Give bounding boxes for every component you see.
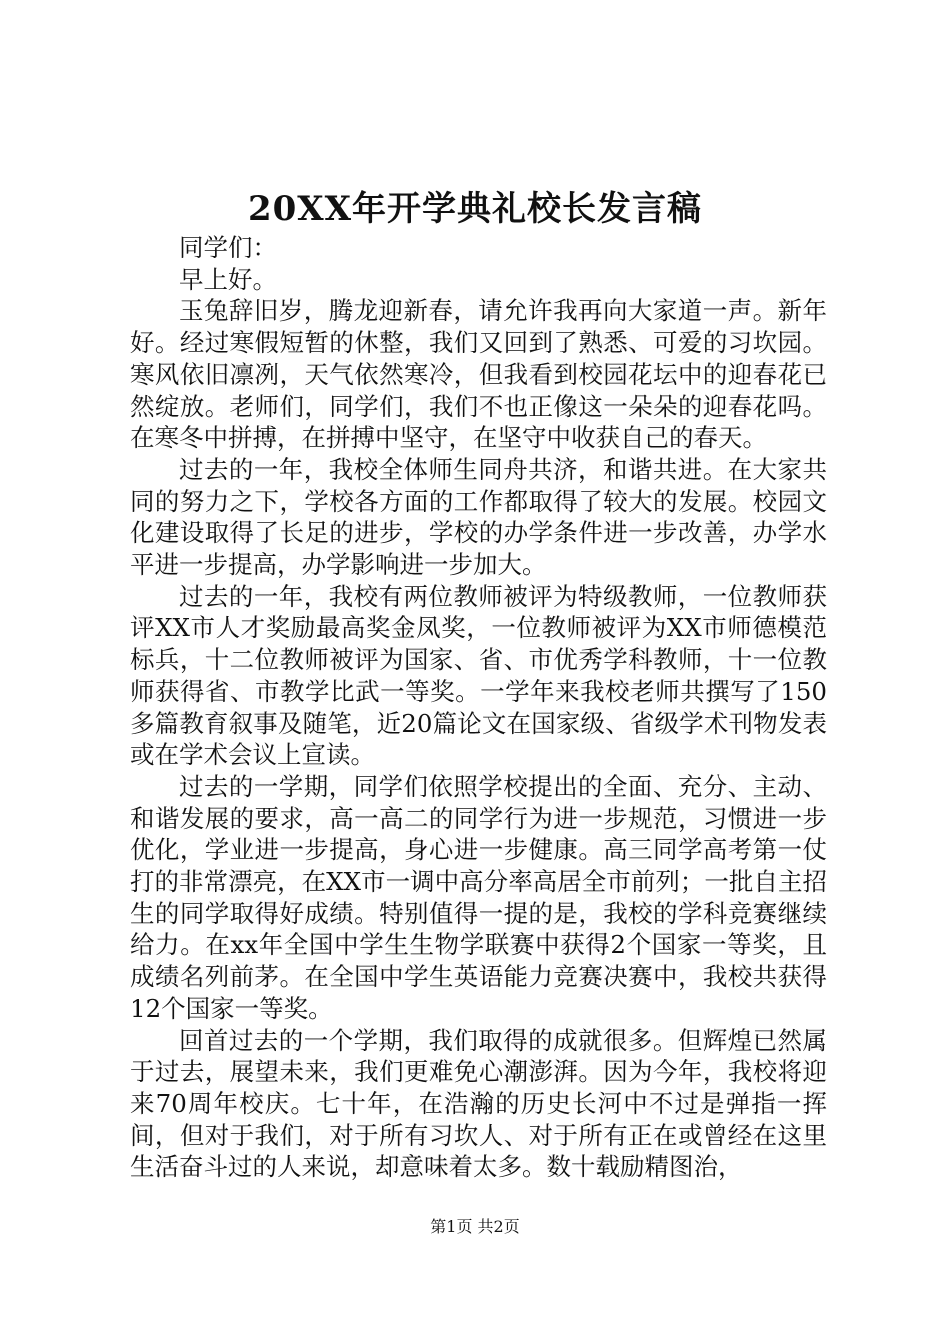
page-title: 20XX年开学典礼校长发言稿 — [247, 189, 703, 229]
greeting-paragraph: 早上好。 — [179, 264, 277, 294]
body-paragraph: 过去的一年，我校有两位教师被评为特级教师，一位教师获评XX市人才奖励最高奖金凤奖，一位教师被评为XX市师德模范标兵，十二位教师被评为国家、省、市优秀学科教师，十一位教师获得省、市教学比武一等奖。一学年来我校老师共撰写了150多篇教育叙事及随笔，近20篇论文在国家级、省级学术刊物发表或在学术会议上宣读。 — [130, 581, 827, 770]
page-footer: 第1页 共2页 — [430, 1217, 520, 1236]
body-paragraph: 过去的一学期，同学们依照学校提出的全面、充分、主动、和谐发展的要求，高一高二的同学行为进一步规范，习惯进一步优化，学业进一步提高，身心进一步健康。高三同学高考第一仗打的非常漂亮，在XX市一调中高分率高居全市前列；一批自主招生的同学取得好成绩。特别值得一提的是，我校的学科竞赛继续给力。在xx年全国中学生生物学联赛中获得2个国家一等奖，且成绩名列前茅。在全国中学生英语能力竞赛决赛中，我校共获得12个国家一等奖。 — [130, 771, 827, 1023]
greeting-paragraph: 同学们： — [179, 233, 277, 262]
body-paragraph: 玉兔辞旧岁，腾龙迎新春，请允许我再向大家道一声。新年好。经过寒假短暂的休整，我们又回到了熟悉、可爱的习坎园。寒风依旧凛冽，天气依然寒冷，但我看到校园花坛中的迎春花已然绽放。老师们，同学们，我们不也正像这一朵朵的迎春花吗。在寒冬中拼搏，在拼搏中坚守，在坚守中收获自己的春天。 — [130, 296, 827, 453]
body-paragraph: 回首过去的一个学期，我们取得的成就很多。但辉煌已然属于过去，展望未来，我们更难免心潮澎湃。因为今年，我校将迎来70周年校庆。七十年，在浩瀚的历史长河中不过是弹指一挥间，但对于我们，对于所有习坎人、对于所有正在或曾经在这里生活奋斗过的人来说，却意味着太多。数十载励精图治， — [130, 1025, 827, 1182]
document-body — [130, 232, 827, 1183]
body-paragraph: 过去的一年，我校全体师生同舟共济，和谐共进。在大家共同的努力之下，学校各方面的工作都取得了较大的发展。校园文化建设取得了长足的进步，学校的办学条件进一步改善，办学水平进一步提高，办学影响进一步加大。 — [130, 454, 827, 580]
